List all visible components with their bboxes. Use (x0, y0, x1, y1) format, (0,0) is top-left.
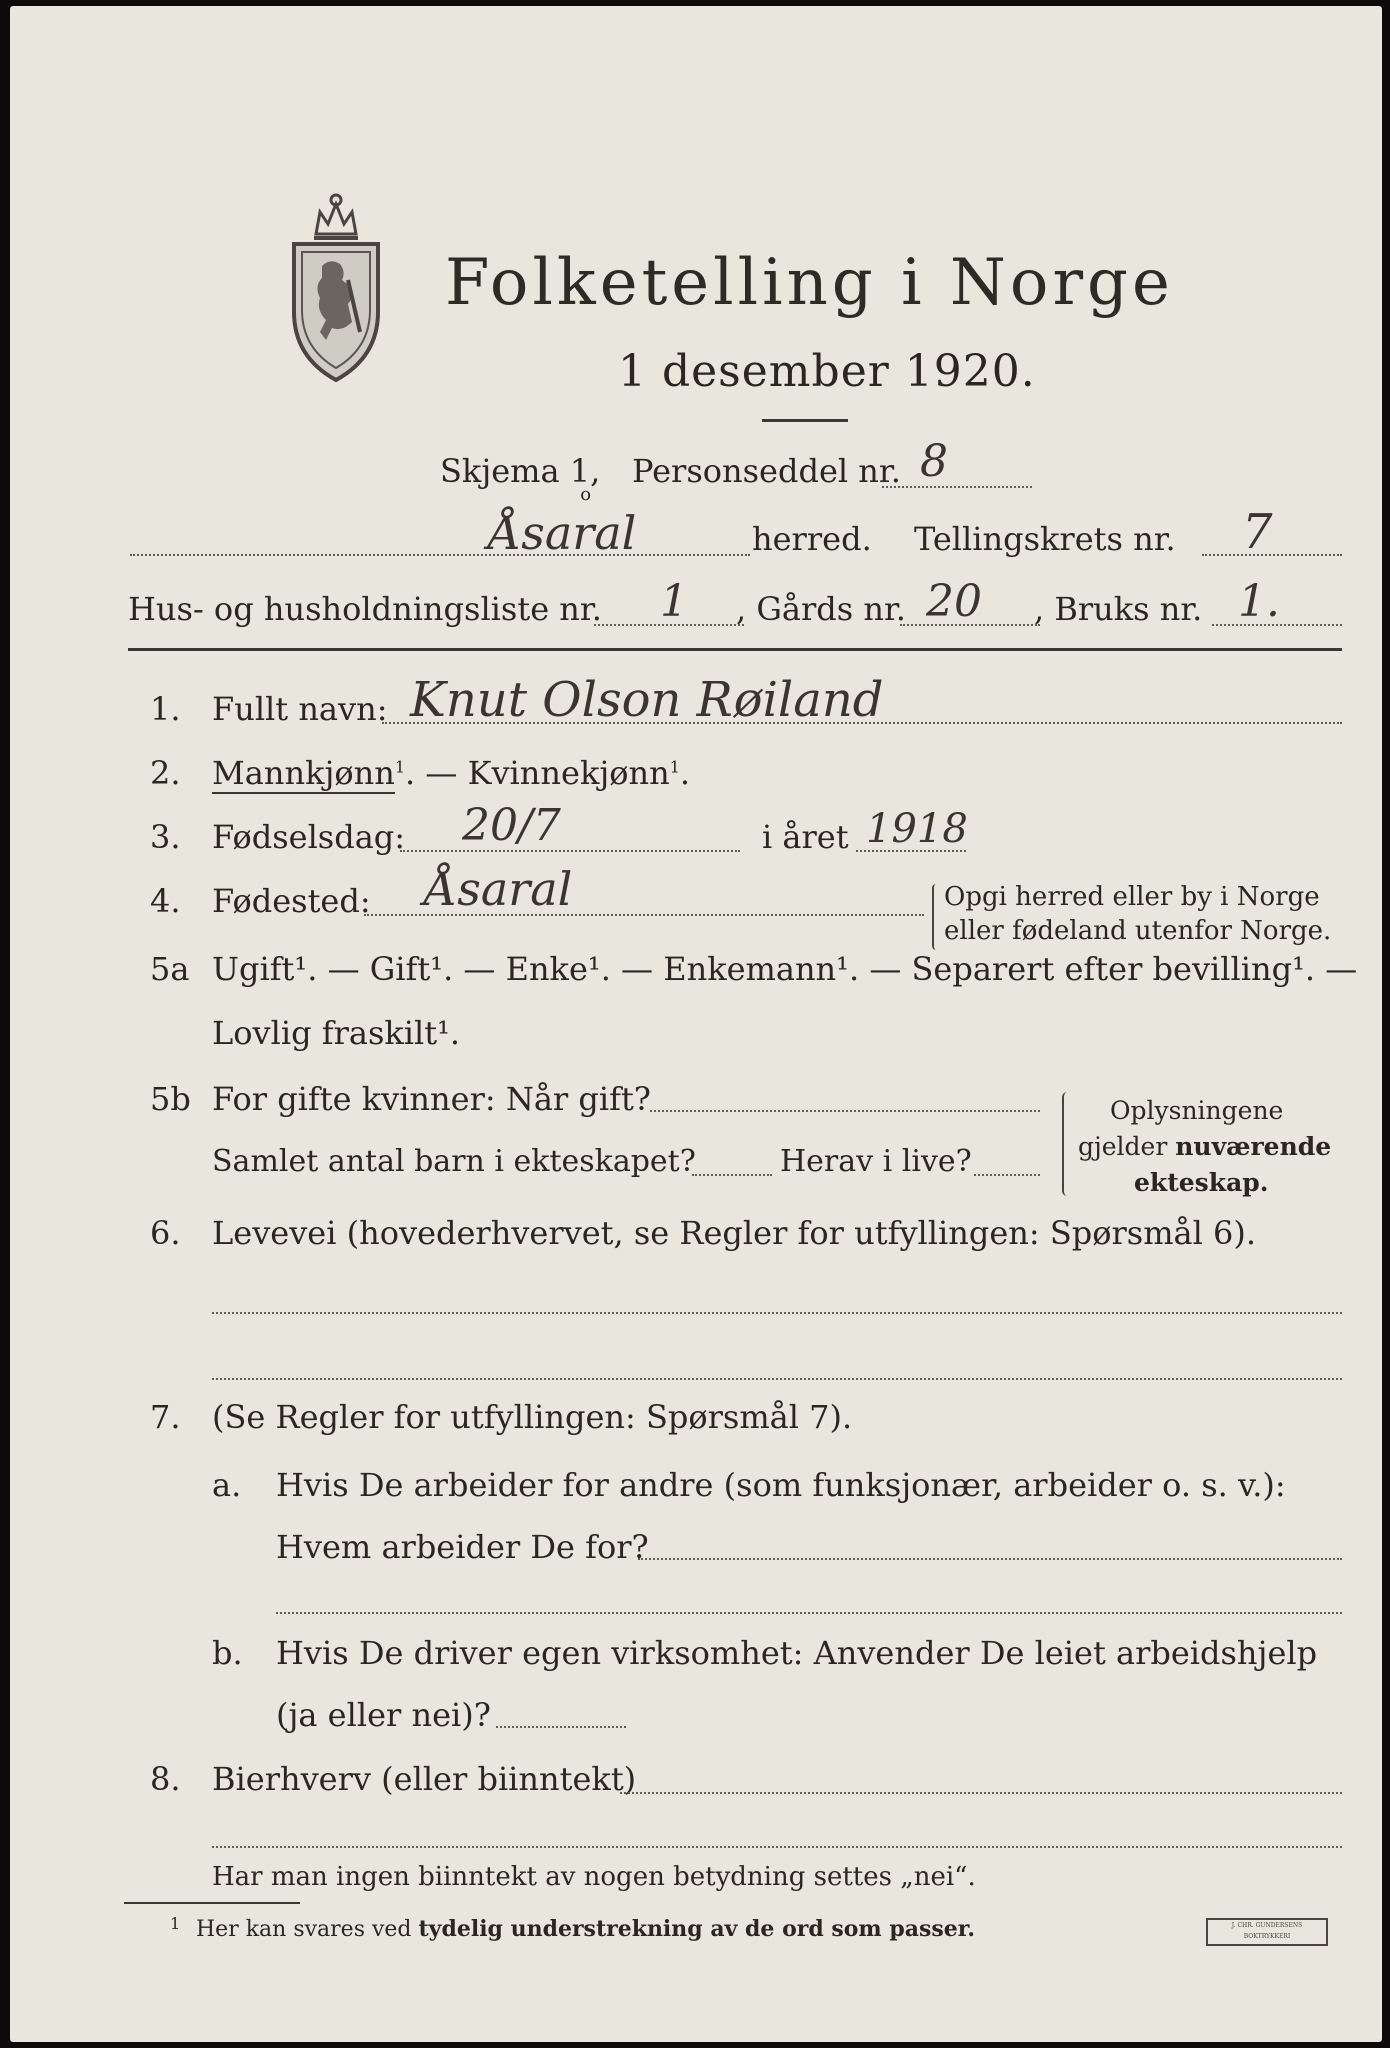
footnote-mark: 1 (170, 1914, 181, 1933)
q8-fill-line2 (212, 1846, 1342, 1848)
q6-number: 6. (150, 1214, 181, 1252)
gards-label: , Gårds nr. (736, 590, 906, 628)
q2-gender-options (212, 754, 690, 792)
footnote-rule (124, 1902, 300, 1904)
q6-label: Levevei (hovederhvervet, se Regler for utfyllingen: Spørsmål 6). (212, 1214, 1257, 1252)
tellingskrets-label: Tellingskrets nr. (914, 520, 1176, 558)
q4-note-line2: eller fødeland utenfor Norge. (944, 916, 1332, 946)
skjema-label (440, 452, 611, 505)
census-date: 1 desember 1920. (618, 346, 1036, 397)
skjema-subscript: o (580, 484, 592, 505)
personseddel-fill-line (882, 486, 1032, 488)
q2-number: 2. (150, 754, 181, 792)
footnote-text-a: Her kan svares ved (196, 1917, 419, 1942)
bruks-label: , Bruks nr. (1034, 590, 1203, 628)
q2-female-option: Kvinnekjønn (467, 754, 670, 792)
q5b-married-when-fill-line (650, 1110, 1040, 1112)
herred-fill-line (130, 554, 750, 556)
q3-year-value: 1918 (866, 806, 968, 852)
q4-label: Fødested: (212, 882, 371, 920)
q5b-note-gjelder: gjelder (1078, 1132, 1176, 1161)
q3-number: 3. (150, 818, 181, 856)
tellingskrets-value: 7 (1242, 504, 1273, 560)
q4-birthplace-value: Åsaral (424, 862, 573, 916)
q7-number: 7. (150, 1398, 181, 1436)
q5a-marital-options-cont: Lovlig fraskilt¹. (212, 1014, 461, 1052)
q6-answer-line1 (212, 1312, 1342, 1314)
q3-birthday-value: 20/7 (462, 800, 561, 851)
q2-separator: . — (405, 754, 468, 792)
bruks-value: 1. (1238, 576, 1280, 627)
q5b-note-brace (1062, 1092, 1072, 1196)
q3-year-label: i året (762, 818, 849, 856)
q1-full-name-value: Knut Olson Røiland (410, 672, 884, 728)
q7a-employer-label: Hvem arbeider De for? (276, 1528, 649, 1566)
q5b-note-line3: ekteskap. (1134, 1168, 1269, 1197)
q4-note-brace (932, 884, 940, 950)
q5b-children-fill-line (692, 1174, 772, 1176)
q5b-note-line2 (1078, 1132, 1331, 1161)
q2-male-option: Mannkjønn (212, 754, 395, 792)
personseddel-value: 8 (920, 436, 948, 487)
q7a-employer-fill-line2 (276, 1612, 1342, 1614)
q5b-note-nuvaerende: nuværende (1175, 1132, 1332, 1161)
footnote-text (196, 1916, 975, 1942)
husholdningsliste-label: Hus- og husholdningsliste nr. (128, 590, 602, 628)
q7-label: (Se Regler for utfyllingen: Spørsmål 7). (212, 1398, 853, 1436)
q3-label: Fødselsdag: (212, 818, 406, 856)
herred-value: Åsaral (488, 506, 637, 560)
q2-end: . (679, 754, 691, 792)
norwegian-coat-of-arms-icon (286, 182, 386, 386)
title-divider (762, 419, 848, 422)
q2-sup2: 1 (669, 757, 680, 777)
q7a-employer-fill-line (638, 1558, 1342, 1560)
printer-stamp: J. CHR. GUNDERSENS BOKTRYKKERI (1206, 1918, 1328, 1946)
gards-value: 20 (926, 576, 982, 627)
q8-fill-line (620, 1792, 1342, 1794)
skjema-text: Skjema 1, (440, 452, 601, 490)
q8-number: 8. (150, 1760, 181, 1798)
q5b-number: 5b (150, 1080, 191, 1118)
footnote-text-b: tydelig understrekning av de ord som passer. (418, 1916, 976, 1942)
q8-note: Har man ingen biinntekt av nogen betydning settes „nei“. (212, 1862, 976, 1892)
q7a-letter: a. (212, 1466, 242, 1504)
q4-note-line1: Opgi herred eller by i Norge (944, 882, 1320, 912)
q5b-note-line1: Oplysningene (1110, 1096, 1284, 1125)
q7a-question: Hvis De arbeider for andre (som funksjonær, arbeider o. s. v.): (276, 1466, 1286, 1504)
personseddel-label: Personseddel nr. (632, 452, 901, 490)
q1-label: Fullt navn: (212, 690, 388, 728)
q3-fill-line (400, 850, 740, 852)
q6-answer-line2 (212, 1378, 1342, 1380)
q5b-married-when-label: For gifte kvinner: Når gift? (212, 1080, 651, 1118)
q2-sup1: 1 (394, 757, 406, 777)
husholdningsliste-value: 1 (660, 576, 688, 627)
q7b-helper-fill-line (496, 1726, 626, 1728)
q5a-marital-options: Ugift¹. — Gift¹. — Enke¹. — Enkemann¹. — Separert efter bevilling¹. — (212, 950, 1358, 988)
q5b-alive-label: Herav i live? (780, 1144, 972, 1179)
q7b-helper-label: (ja eller nei)? (276, 1696, 491, 1734)
q7b-letter: b. (212, 1634, 243, 1672)
herred-label: herred. (752, 520, 872, 558)
census-form-sheet (10, 6, 1382, 2042)
header-rule-thick (128, 648, 1342, 651)
q1-number: 1. (150, 690, 181, 728)
q5a-number: 5a (150, 950, 190, 988)
q5b-alive-fill-line (974, 1174, 1040, 1176)
q5b-children-label: Samlet antal barn i ekteskapet? (212, 1144, 696, 1179)
q8-label: Bierhverv (eller biinntekt) (212, 1760, 637, 1798)
q4-number: 4. (150, 882, 181, 920)
form-title: Folketelling i Norge (445, 246, 1174, 320)
q7b-question: Hvis De driver egen virksomhet: Anvender De leiet arbeidshjelp (276, 1634, 1318, 1672)
